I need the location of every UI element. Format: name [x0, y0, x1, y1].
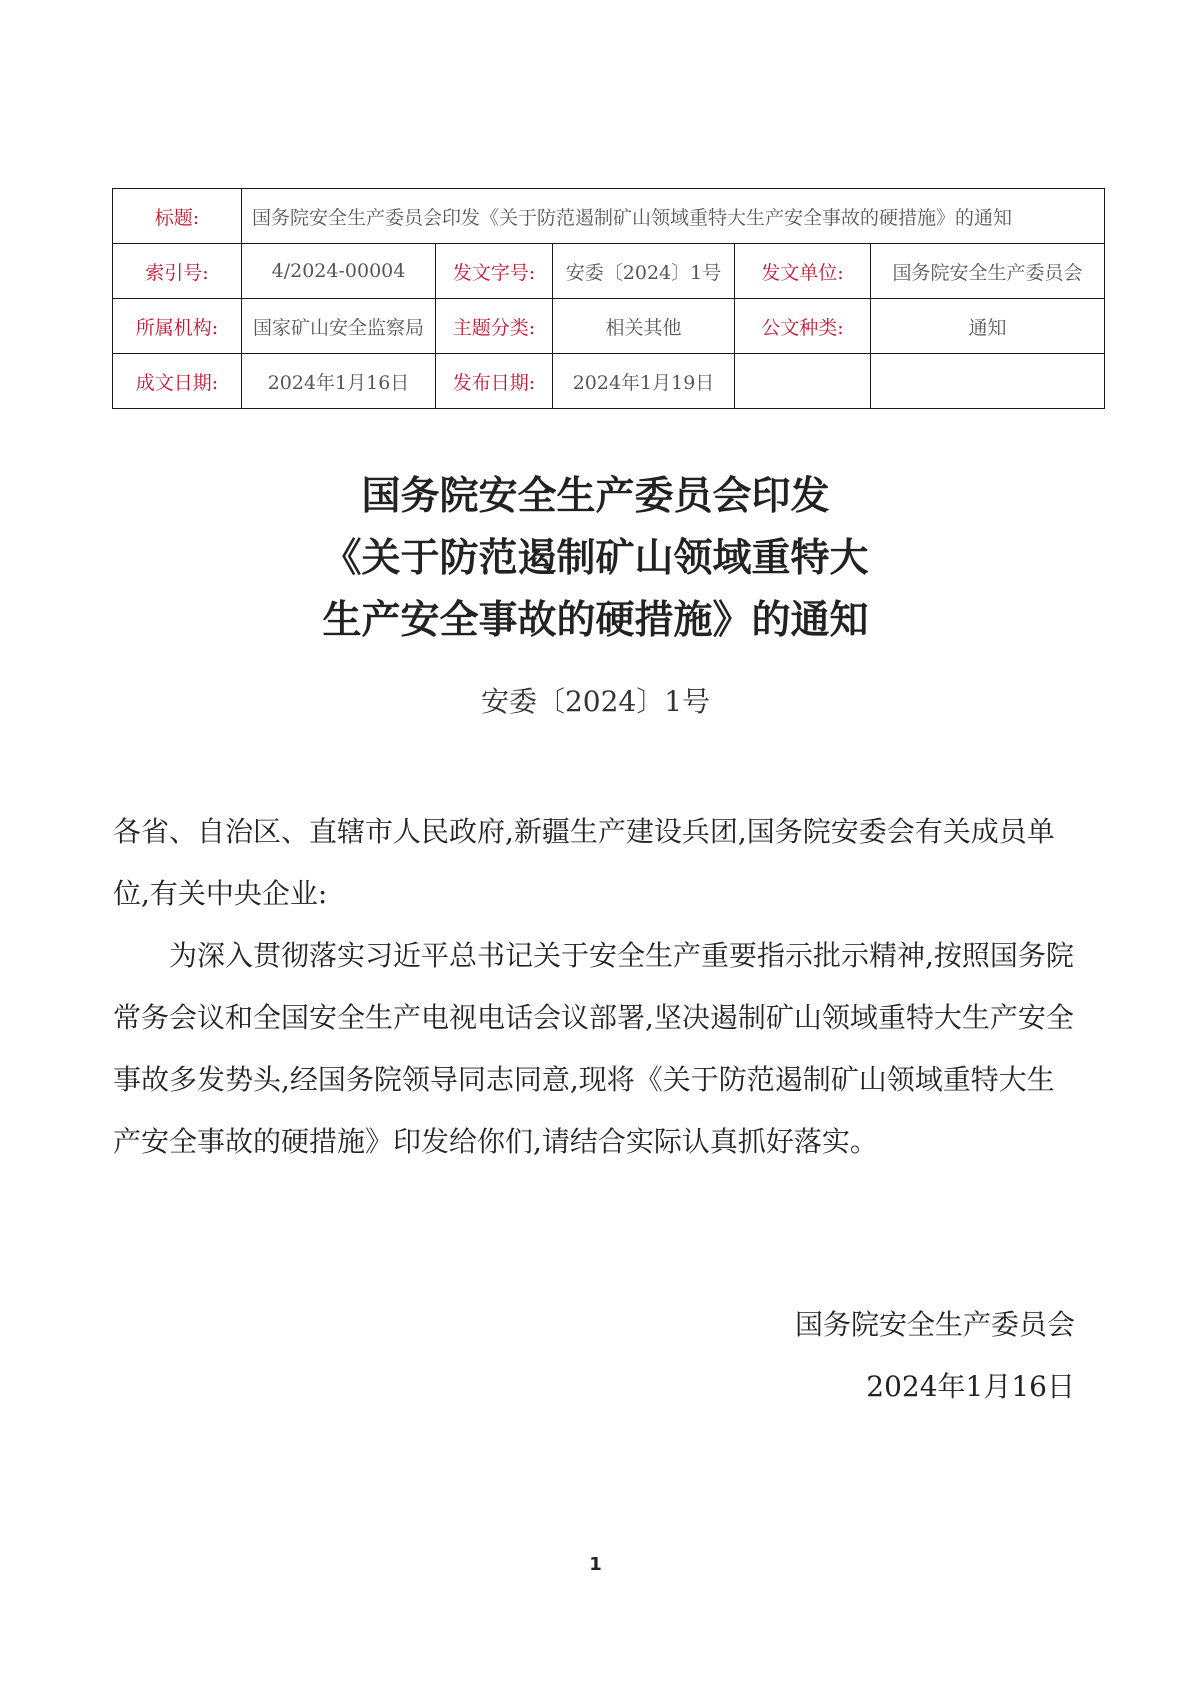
document-number: 安委〔2024〕1号: [480, 685, 711, 718]
issuer-label: 发文单位:: [735, 244, 871, 299]
metadata-row-org: [113, 299, 1105, 354]
org-value: 国家矿山安全监察局: [242, 299, 436, 354]
page-number: 1: [589, 1554, 602, 1575]
issuer-value: 国务院安全生产委员会: [871, 244, 1105, 299]
empty-cell: [735, 354, 871, 409]
document-title-line-1: 国务院安全生产委员会印发: [361, 473, 830, 519]
metadata-row-title: [113, 189, 1105, 244]
title-value: 国务院安全生产委员会印发《关于防范遏制矿山领域重特大生产安全事故的硬措施》的通知: [242, 189, 1105, 244]
topic-label: 主题分类:: [436, 299, 553, 354]
type-value: 通知: [871, 299, 1105, 354]
metadata-row-dates: [113, 354, 1105, 409]
metadata-table: [112, 188, 1105, 409]
type-label: 公文种类:: [735, 299, 871, 354]
index-label: 索引号:: [113, 244, 242, 299]
empty-cell: [871, 354, 1105, 409]
org-label: 所属机构:: [113, 299, 242, 354]
topic-value: 相关其他: [553, 299, 735, 354]
published-date-label: 发布日期:: [436, 354, 553, 409]
written-date-label: 成文日期:: [113, 354, 242, 409]
signature-issuer: 国务院安全生产委员会: [794, 1308, 1075, 1341]
published-date-value: 2024年1月19日: [553, 354, 735, 409]
title-label: 标题:: [113, 189, 242, 244]
document-title-line-2: 《关于防范遏制矿山领域重特大: [322, 535, 869, 581]
doc-no-label: 发文字号:: [436, 244, 553, 299]
written-date-value: 2024年1月16日: [242, 354, 436, 409]
addressee-paragraph: 各省、自治区、直辖市人民政府,新疆生产建设兵团,国务院安委会有关成员单位,有关中央企业:: [113, 815, 1055, 910]
metadata-row-index: [113, 244, 1105, 299]
doc-no-value: 安委〔2024〕1号: [553, 244, 735, 299]
document-title-line-3: 生产安全事故的硬措施》的通知: [322, 597, 869, 643]
index-value: 4/2024-00004: [242, 244, 436, 299]
signature-date: 2024年1月16日: [866, 1370, 1075, 1403]
body-paragraph: 为深入贯彻落实习近平总书记关于安全生产重要指示批示精神,按照国务院常务会议和全国安全生产电视电话会议部署,坚决遏制矿山领域重特大生产安全事故多发势头,经国务院领导同志同意,现将《关于防范遏制矿山领域重特大生产安全事故的硬措施》印发给你们,请结合实际认真抓好落实。: [113, 939, 1074, 1158]
